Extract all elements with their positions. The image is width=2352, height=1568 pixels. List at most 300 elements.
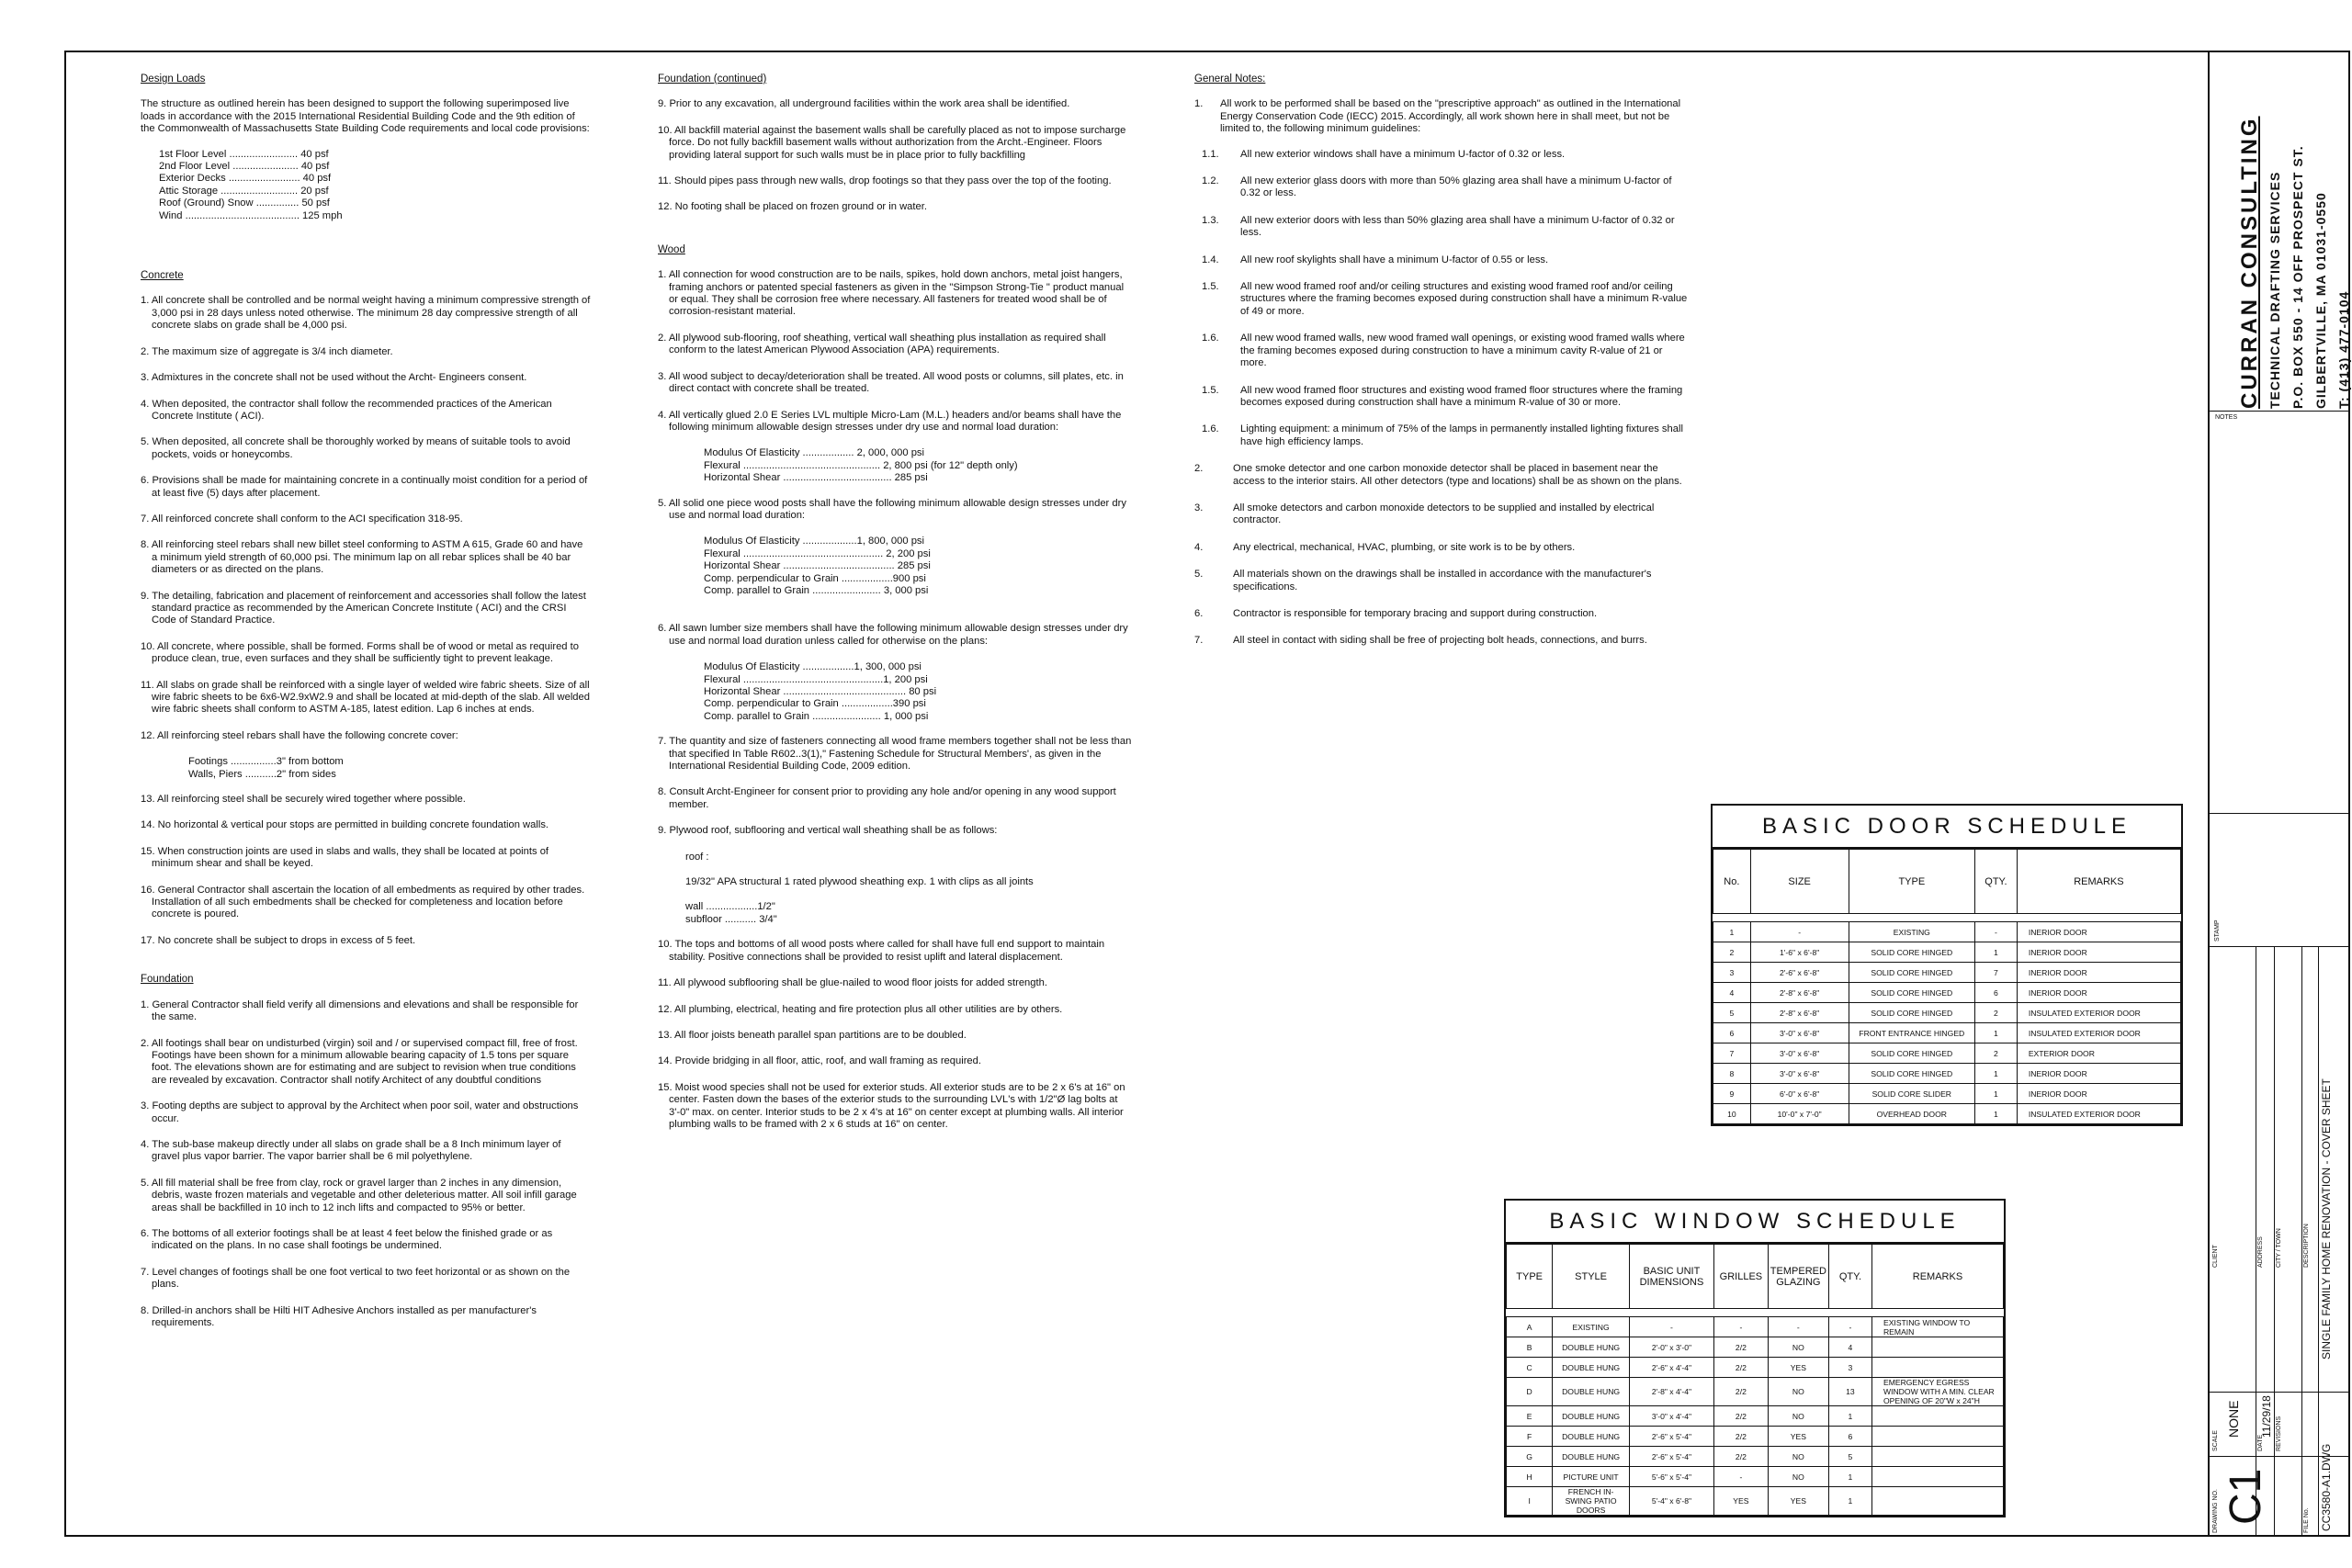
drawing-number: C1 [2222, 1468, 2270, 1525]
door-schedule-cell: 8 [1713, 1064, 1751, 1084]
door-schedule-row [1713, 1064, 2181, 1084]
window-schedule-cell: - [1768, 1317, 1828, 1337]
general-subnote-number: 1.5. [1202, 384, 1219, 396]
door-schedule-row [1713, 1023, 2181, 1043]
lvl-stresses-list [704, 447, 1136, 484]
design-loads-intro: The structure as outlined herein has been designed to support the following superimposed live loads in accordance with the 2015 International Residential Building Code and the 9th edition of the Commonwealth of Massachusetts State Building Code requirements and local code provisions: [141, 98, 590, 135]
door-schedule-row [1713, 1104, 2181, 1124]
general-subnote [1194, 215, 1690, 240]
general-note-text: Contractor is responsible for temporary bracing and support during construction. [1233, 607, 1598, 619]
sawn-stress-row: Comp. parallel to Grain ........................ 1, 000 psi [704, 710, 929, 722]
door-schedule-cell: 6 [1975, 983, 2018, 1003]
concrete-note: 5. When deposited, all concrete shall be thoroughly worked by means of suitable tools to avoid pockets, voids or honeycombs. [141, 436, 571, 460]
window-schedule-cell: NO [1768, 1406, 1828, 1427]
design-load-row: Roof (Ground) Snow ............... 50 psf [159, 197, 330, 209]
city-town-label: CITY / TOWN [2276, 1228, 2282, 1268]
window-schedule-table [1506, 1244, 2004, 1516]
window-schedule-cell: DOUBLE HUNG [1553, 1378, 1630, 1406]
general-subnote [1194, 175, 1690, 200]
window-schedule-cell: 2'-6" x 4'-4" [1629, 1358, 1713, 1378]
description-label: DESCRIPTION [2303, 1224, 2310, 1268]
general-subnote-text: All new exterior glass doors with more than 50% glazing area shall have a minimum U-factor of 0.32 or less. [1240, 175, 1672, 199]
concrete-note: 4. When deposited, the contractor shall follow the recommended practices of the American Concrete Institute ( ACI). [141, 398, 552, 422]
window-schedule-cell: 2'-8" x 4'-4" [1629, 1378, 1713, 1406]
window-schedule-cell: C [1507, 1358, 1553, 1378]
post-stress-row: Comp. parallel to Grain ........................ 3, 000 psi [704, 584, 929, 596]
window-schedule-cell: - [1629, 1317, 1713, 1337]
door-schedule-cell: 1 [1975, 1104, 2018, 1124]
wall-sheathing: wall ..................1/2" [685, 901, 775, 913]
door-schedule-cell: INSULATED EXTERIOR DOOR [2017, 1003, 2180, 1023]
door-schedule-row [1713, 1084, 2181, 1104]
general-note [1194, 635, 1690, 647]
door-schedule-row [1713, 942, 2181, 963]
door-schedule-cell: 2'-8" x 6'-8" [1750, 1003, 1849, 1023]
wood-note: 11. All plywood subflooring shall be glue-nailed to wood floor joists for added strength. [658, 977, 1047, 989]
window-schedule-column-header: STYLE [1553, 1245, 1630, 1309]
door-schedule-cell: 1 [1975, 1023, 2018, 1043]
window-schedule-cell [1871, 1467, 2003, 1487]
concrete-cover-row: Walls, Piers ...........2" from sides [188, 768, 336, 780]
door-schedule-cell: 1 [1975, 942, 2018, 963]
window-schedule-cell: FRENCH IN-SWING PATIO DOORS [1553, 1487, 1630, 1516]
concrete-note: 14. No horizontal & vertical pour stops are permitted in building concrete foundation walls. [141, 819, 549, 831]
roof-spec: 19/32" APA structural 1 rated plywood sheathing exp. 1 with clips as all joints [685, 876, 1034, 888]
general-subnote-text: All new exterior doors with less than 50% glazing area shall have a minimum U-factor of 0.32 or less. [1240, 214, 1675, 239]
window-schedule-row [1507, 1427, 2004, 1447]
file-number: CC3580-A1.DWG [2320, 1443, 2333, 1531]
wood-note: 10. The tops and bottoms of all wood posts where called for shall have full end support to maintain stability. Positive connections shall be provided to resist uplift and lateral displacement. [658, 939, 1105, 963]
window-schedule-title: BASIC WINDOW SCHEDULE [1506, 1201, 2004, 1244]
roof-label: roof : [685, 851, 709, 863]
drawing-no-label: DRAWING NO. [2212, 1489, 2219, 1533]
door-schedule-cell: - [1975, 922, 2018, 942]
door-schedule-cell: 2'-8" x 6'-8" [1750, 983, 1849, 1003]
door-schedule-cell: 6'-0" x 6'-8" [1750, 1084, 1849, 1104]
date-value: 11/29/18 [2260, 1395, 2273, 1438]
door-schedule-cell: INERIOR DOOR [2017, 1064, 2180, 1084]
window-schedule-cell: 2/2 [1714, 1378, 1769, 1406]
client-label: CLIENT [2212, 1245, 2219, 1268]
window-schedule-cell: YES [1714, 1487, 1769, 1516]
general-note [1194, 463, 1690, 488]
window-schedule-cell: 3'-0" x 4'-4" [1629, 1406, 1713, 1427]
door-schedule-cell: SOLID CORE HINGED [1849, 1064, 1974, 1084]
door-schedule-cell: 3 [1713, 963, 1751, 983]
window-schedule-cell: EXISTING [1553, 1317, 1630, 1337]
window-schedule-cell: DOUBLE HUNG [1553, 1358, 1630, 1378]
concrete-note: 1. All concrete shall be controlled and be normal weight having a minimum compressive strength of 3,000 psi in 28 days unless noted otherwise. The minimum 28 day compressive strength of all concrete slabs on grade shall be 4,000 psi. [141, 295, 591, 332]
title-block [2208, 51, 2350, 1537]
window-schedule-cell: 6 [1828, 1427, 1871, 1447]
general-subnote-number: 1.3. [1202, 214, 1219, 226]
window-schedule-cell: 3 [1828, 1358, 1871, 1378]
window-schedule-cell: 1 [1828, 1406, 1871, 1427]
door-schedule-cell: 1 [1713, 922, 1751, 942]
foundation-note: 9. Prior to any excavation, all underground facilities within the work area shall be identified. [658, 98, 1070, 110]
foundation-note: 3. Footing depths are subject to approval by the Architect when poor soil, water and obstructions occur. [141, 1100, 579, 1124]
general-subnote-text: Lighting equipment: a minimum of 75% of the lamps in permanently installed lighting fixtures shall have high efficiency lamps. [1240, 423, 1683, 447]
general-note [1194, 542, 1690, 554]
window-schedule-row [1507, 1317, 2004, 1337]
window-schedule-column-header: QTY. [1828, 1245, 1871, 1309]
window-schedule-cell: 5 [1828, 1447, 1871, 1467]
window-schedule-column-header: GRILLES [1714, 1245, 1769, 1309]
door-schedule-cell: 5 [1713, 1003, 1751, 1023]
stamp-label: STAMP [2214, 919, 2221, 942]
door-schedule-cell: 3'-0" x 6'-8" [1750, 1043, 1849, 1064]
window-schedule-spacer-row [1507, 1309, 2004, 1317]
window-schedule-cell: DOUBLE HUNG [1553, 1337, 1630, 1358]
foundation-note: 7. Level changes of footings shall be one foot vertical to two feet horizontal or as shown on the plans. [141, 1266, 571, 1291]
door-schedule-cell: 1 [1975, 1084, 2018, 1104]
wood-note: 7. The quantity and size of fasteners connecting all wood frame members together shall not be less than that specified In Table R602..3(1)," Fastening Schedule for Structural Members', as given in the International Residential Building Code, 2009 edition. [658, 736, 1132, 773]
general-subnote [1194, 281, 1690, 318]
lvl-stress-row: Modulus Of Elasticity .................. 2, 000, 000 psi [704, 447, 925, 459]
design-load-row: Attic Storage ........................... 20 psf [159, 185, 329, 197]
window-schedule-cell: 4 [1828, 1337, 1871, 1358]
date-label: DATE [2257, 1434, 2264, 1451]
window-schedule-cell: - [1828, 1317, 1871, 1337]
general-note-number: 2. [1194, 463, 1204, 475]
window-schedule-cell: 2/2 [1714, 1358, 1769, 1378]
window-schedule-cell [1871, 1337, 2003, 1358]
concrete-note: 10. All concrete, where possible, shall be formed. Forms shall be of wood or metal as required to produce clean, true, even surfaces and they shall be sufficiently tight to prevent leakage. [141, 640, 579, 665]
door-schedule-column-header: REMARKS [2017, 850, 2180, 914]
door-schedule-cell: 2 [1975, 1003, 2018, 1023]
sawn-stress-row: Comp. perpendicular to Grain ..................390 psi [704, 698, 926, 710]
window-schedule-cell: NO [1768, 1467, 1828, 1487]
window-schedule-column-header: BASIC UNIT DIMENSIONS [1629, 1245, 1713, 1309]
general-subnote-number: 1.1. [1202, 148, 1219, 160]
wood-note: 3. All wood subject to decay/deterioration shall be treated. All wood posts or columns, sill plates, etc. in direct contact with concrete shall be treated. [658, 370, 1124, 395]
window-schedule-cell: - [1714, 1467, 1769, 1487]
foundation-heading: Foundation [141, 974, 194, 986]
concrete-note: 6. Provisions shall be made for maintaining concrete in a continually moist condition for a period of at least five (5) days after placement. [141, 475, 588, 499]
scale-label: SCALE [2212, 1430, 2219, 1451]
door-schedule-cell: FRONT ENTRANCE HINGED [1849, 1023, 1974, 1043]
general-notes-heading: General Notes: [1194, 73, 1266, 85]
concrete-note: 12. All reinforcing steel rebars shall have the following concrete cover: [141, 729, 458, 741]
window-schedule-cell [1871, 1427, 2003, 1447]
concrete-note: 16. General Contractor shall ascertain the location of all embedments as required by other trades. Installation of all such embedments shall be checked for completeness and location before concrete is poured. [141, 884, 585, 920]
door-schedule-row [1713, 922, 2181, 942]
foundation-continued-notes [658, 98, 1136, 213]
window-schedule-row [1507, 1378, 2004, 1406]
window-schedule-row [1507, 1406, 2004, 1427]
general-subnote [1194, 149, 1690, 161]
general-note-number: 7. [1194, 635, 1204, 647]
post-stress-row: Comp. perpendicular to Grain ..................900 psi [704, 572, 926, 584]
general-note-number: 5. [1194, 569, 1204, 581]
lvl-stress-row: Flexural ................................................ 2, 800 psi (for 12" depth only) [704, 459, 1018, 471]
door-schedule-title: BASIC DOOR SCHEDULE [1713, 806, 2181, 849]
window-schedule-cell: 5'-4" x 6'-8" [1629, 1487, 1713, 1516]
window-schedule-column-header: REMARKS [1871, 1245, 2003, 1309]
foundation-notes [141, 999, 591, 1330]
door-schedule-cell: INSULATED EXTERIOR DOOR [2017, 1023, 2180, 1043]
wood-note: 1. All connection for wood construction are to be nails, spikes, hold down anchors, metal joist hangers, framing anchors or patented special fasteners as given in the "Simpson Strong-Tie " product manual or equal. They shall be corrosion free where necessary. All fasteners for treated wood shall be of corrosion-resistant material. [658, 269, 1125, 318]
general-notes-subitems [1194, 149, 1690, 449]
window-schedule-column-header: TYPE [1507, 1245, 1553, 1309]
door-schedule-row [1713, 963, 2181, 983]
window-schedule-cell: 1 [1828, 1487, 1871, 1516]
door-schedule-cell: SOLID CORE HINGED [1849, 1043, 1974, 1064]
door-schedule-cell: SOLID CORE HINGED [1849, 942, 1974, 963]
window-schedule [1504, 1199, 2006, 1517]
window-schedule-cell: D [1507, 1378, 1553, 1406]
door-schedule-cell: INERIOR DOOR [2017, 1084, 2180, 1104]
address-label: ADDRESS [2257, 1236, 2264, 1268]
general-subnote [1194, 333, 1690, 369]
door-schedule-cell: 6 [1713, 1023, 1751, 1043]
window-schedule-cell: 13 [1828, 1378, 1871, 1406]
door-schedule-cell: 2 [1713, 942, 1751, 963]
door-schedule-cell: 7 [1713, 1043, 1751, 1064]
wood-notes-c [658, 939, 1136, 1131]
design-loads-heading: Design Loads [141, 73, 206, 85]
company-subtitle: TECHNICAL DRAFTING SERVICES [2267, 171, 2282, 409]
general-note-number: 3. [1194, 502, 1204, 513]
door-schedule-cell: 9 [1713, 1084, 1751, 1104]
concrete-notes [141, 295, 591, 742]
wood-note: 2. All plywood sub-flooring, roof sheathing, vertical wall sheathing plus installation as required shall conform to the latest American Plywood Association (APA) requirements. [658, 332, 1106, 356]
foundation-note: 4. The sub-base makeup directly under all slabs on grade shall be a 8 Inch minimum layer of gravel plus vapor barrier. The vapor barrier shall be 6 mil polyethylene. [141, 1138, 561, 1163]
window-schedule-cell: YES [1768, 1358, 1828, 1378]
design-load-row: 2nd Floor Level ....................... 40 psf [159, 161, 330, 173]
lvl-stress-row: Horizontal Shear ...................................... 285 psi [704, 472, 928, 484]
sawn-stress-row: Modulus Of Elasticity ..................1, 300, 000 psi [704, 661, 922, 673]
window-schedule-cell: I [1507, 1487, 1553, 1516]
general-note-text: All materials shown on the drawings shall be installed in accordance with the manufacturer's specifications. [1233, 569, 1652, 592]
concrete-note: 8. All reinforcing steel rebars shall new billet steel conforming to ASTM A 615, Grade 60 and have a minimum yield strength of 60,000 psi. The minimum lap on all rebar splices shall be 40 bar diameters or as directed on the plans. [141, 539, 583, 576]
general-subnote-text: All new roof skylights shall have a minimum U-factor of 0.55 or less. [1240, 254, 1549, 265]
file-no-label: FILE No. [2303, 1507, 2310, 1533]
window-schedule-cell: EXISTING WINDOW TO REMAIN [1871, 1317, 2003, 1337]
wood-notes-a [658, 269, 1136, 434]
concrete-note: 3. Admixtures in the concrete shall not be used without the Archt- Engineers consent. [141, 372, 527, 384]
foundation-note: 10. All backfill material against the basement walls shall be carefully placed as not to impose surcharge force. Do not fully backfill basement walls without authorization from the Archt.-Engineer. Floors providing lateral support for such walls must be in place prior to fully backfilling [658, 124, 1126, 161]
door-schedule-column-header: SIZE [1750, 850, 1849, 914]
window-schedule-cell: NO [1768, 1378, 1828, 1406]
window-schedule-cell: 2/2 [1714, 1337, 1769, 1358]
wood-note: 8. Consult Archt-Engineer for consent prior to providing any hole and/or opening in any wood support member. [658, 786, 1116, 810]
subfloor-sheathing: subfloor ........... 3/4" [685, 913, 777, 925]
concrete-notes-continued [141, 794, 591, 947]
door-schedule-cell: INSULATED EXTERIOR DOOR [2017, 1104, 2180, 1124]
general-note-number: 4. [1194, 541, 1204, 553]
window-schedule-cell: 5'-6" x 5'-4" [1629, 1467, 1713, 1487]
tb-divider-3 [2301, 946, 2302, 1537]
post-stress-row: Modulus Of Elasticity ...................1, 800, 000 psi [704, 536, 925, 547]
wood-note: 12. All plumbing, electrical, heating and fire protection plus all other utilities are by others. [658, 1003, 1063, 1015]
window-schedule-cell: A [1507, 1317, 1553, 1337]
wood-notes-b [658, 736, 1136, 837]
general-notes-items [1194, 463, 1690, 648]
window-schedule-column-header: TEMPERED GLAZING [1768, 1245, 1828, 1309]
foundation-note: 11. Should pipes pass through new walls, drop footings so that they pass over the top of the footing. [658, 175, 1112, 187]
design-load-row: Exterior Decks ......................... 40 psf [159, 173, 332, 185]
door-schedule-row [1713, 983, 2181, 1003]
window-schedule-cell: NO [1768, 1337, 1828, 1358]
door-schedule-cell: 4 [1713, 983, 1751, 1003]
concrete-note: 15. When construction joints are used in slabs and walls, they shall be located at points of minimum shear and shall be keyed. [141, 845, 549, 870]
door-schedule [1711, 804, 2183, 1126]
door-schedule-cell: 7 [1975, 963, 2018, 983]
foundation-note: 12. No footing shall be placed on frozen ground or in water. [658, 201, 927, 213]
general-note-text: One smoke detector and one carbon monoxide detector shall be placed in basement near the access to the interior stairs. All other detectors (type and locations) shall be as shown on the plans. [1233, 463, 1682, 487]
post-stress-row: Horizontal Shear ....................................... 285 psi [704, 560, 931, 572]
concrete-cover-list [188, 756, 591, 781]
window-schedule-cell: G [1507, 1447, 1553, 1467]
window-schedule-row [1507, 1337, 2004, 1358]
door-schedule-cell: 1 [1975, 1064, 2018, 1084]
window-schedule-cell: B [1507, 1337, 1553, 1358]
door-schedule-cell: SOLID CORE HINGED [1849, 983, 1974, 1003]
general-note [1194, 608, 1690, 620]
posts-stresses-list [704, 536, 1136, 597]
sawn-stresses-list [704, 661, 1136, 723]
company-address-line2: GILBERTVILLE, MA 01031-0550 [2313, 192, 2328, 409]
concrete-cover-row: Footings ................3" from bottom [188, 756, 344, 768]
sawn-stress-row: Horizontal Shear ........................................... 80 psi [704, 686, 937, 697]
door-schedule-cell: EXISTING [1849, 922, 1974, 942]
concrete-note: 17. No concrete shall be subject to drops in excess of 5 feet. [141, 934, 416, 946]
concrete-note: 2. The maximum size of aggregate is 3/4 inch diameter. [141, 345, 393, 357]
door-schedule-cell: INERIOR DOOR [2017, 922, 2180, 942]
door-schedule-cell: 3'-0" x 6'-8" [1750, 1064, 1849, 1084]
foundation-note: 1. General Contractor shall field verify all dimensions and elevations and shall be responsible for the same. [141, 998, 579, 1023]
concrete-note: 9. The detailing, fabrication and placement of reinforcement and accessories shall follow the latest standard practice as recommended by the American Concrete Institute ( ACI) and the CRSI Code of Standard Practice. [141, 590, 586, 626]
wood-heading: Wood [658, 243, 685, 255]
door-schedule-cell: INERIOR DOOR [2017, 983, 2180, 1003]
general-note [1194, 502, 1690, 527]
general-note-text: All smoke detectors and carbon monoxide detectors to be supplied and installed by electrical contractor. [1233, 502, 1655, 526]
notes-label: NOTES [2215, 414, 2238, 421]
window-schedule-cell: E [1507, 1406, 1553, 1427]
door-schedule-cell: - [1750, 922, 1849, 942]
door-schedule-cell: INERIOR DOOR [2017, 942, 2180, 963]
window-schedule-cell: 2'-0" x 3'-0" [1629, 1337, 1713, 1358]
general-note-number: 6. [1194, 607, 1204, 619]
tb-divider-2 [2274, 946, 2275, 1537]
door-schedule-cell: 2'-6" x 6'-8" [1750, 963, 1849, 983]
general-subnote-number: 1.5. [1202, 281, 1219, 293]
foundation-note: 8. Drilled-in anchors shall be Hilti HIT Adhesive Anchors installed as per manufacturer's requirements. [141, 1304, 537, 1328]
concrete-note: 11. All slabs on grade shall be reinforced with a single layer of welded wire fabric sheets. Size of all wire fabric sheets to be 6x6-W2.9xW2.9 and shall be located at mid-depth of the slab. All welded wire fabric sheets shall conform to ASTM A-185, latest edition. Lap 6 inches at ends. [141, 679, 590, 716]
general-note-text: All steel in contact with siding shall be free of projecting bolt heads, connections, and burrs. [1233, 635, 1647, 647]
concrete-note: 7. All reinforced concrete shall conform to the ACI specification 318-95. [141, 513, 463, 525]
wood-note: 9. Plywood roof, subflooring and vertical wall sheathing shall be as follows: [658, 825, 998, 837]
door-schedule-cell: 2 [1975, 1043, 2018, 1064]
window-schedule-row [1507, 1358, 2004, 1378]
general-subnote [1194, 385, 1690, 410]
door-schedule-cell: SOLID CORE SLIDER [1849, 1084, 1974, 1104]
window-schedule-cell [1871, 1447, 2003, 1467]
door-schedule-cell: 10'-0" x 7'-0" [1750, 1104, 1849, 1124]
door-schedule-cell: INERIOR DOOR [2017, 963, 2180, 983]
general-subnote-number: 1.6. [1202, 333, 1219, 344]
window-schedule-cell: 2'-6" x 5'-4" [1629, 1447, 1713, 1467]
design-load-row: 1st Floor Level ........................ 40 psf [159, 148, 329, 160]
window-schedule-cell: H [1507, 1467, 1553, 1487]
door-schedule-spacer-row [1713, 914, 2181, 922]
scale-value: NONE [2226, 1400, 2241, 1438]
post-stress-row: Flexural ................................................. 2, 200 psi [704, 547, 931, 559]
general-subnote-number: 1.4. [1202, 254, 1219, 265]
general-subnote-number: 1.6. [1202, 423, 1219, 435]
general-subnote-number: 1.2. [1202, 175, 1219, 187]
concrete-note: 13. All reinforcing steel shall be securely wired together where possible. [141, 794, 466, 806]
drawing-description: SINGLE FAMILY HOME RENOVATION - COVER SHEET [2320, 1078, 2333, 1359]
design-loads-list [159, 149, 591, 222]
general-subnote [1194, 254, 1690, 266]
window-schedule-cell: DOUBLE HUNG [1553, 1406, 1630, 1427]
company-phone: T: (413) 477-0104 [2336, 290, 2351, 409]
foundation-note: 2. All footings shall bear on undisturbed (virgin) soil and / or supervised compact fill, free of frost. Footings have been shown for a minimum allowable bearing capacity of 1.5 tons per square foot. The elevations shown are for estimating and are subject to revision when true conditions are revealed by excavation. Contractor shall notify Architect of any doubtful conditions [141, 1037, 578, 1086]
tb-divider-4 [2318, 946, 2319, 1537]
column-design-loads-concrete-foundation [141, 73, 591, 1343]
general-note [1194, 569, 1690, 593]
column-general-notes [1194, 73, 1690, 662]
general-note-text: Any electrical, mechanical, HVAC, plumbing, or site work is to be by others. [1233, 541, 1576, 553]
window-schedule-cell: DOUBLE HUNG [1553, 1447, 1630, 1467]
window-schedule-cell: DOUBLE HUNG [1553, 1427, 1630, 1447]
design-load-row: Wind ........................................ 125 mph [159, 209, 343, 221]
window-schedule-cell: F [1507, 1427, 1553, 1447]
door-schedule-table [1713, 849, 2181, 1124]
window-schedule-cell: 2/2 [1714, 1427, 1769, 1447]
general-subnote-text: All new exterior windows shall have a minimum U-factor of 0.32 or less. [1240, 148, 1566, 160]
door-schedule-row [1713, 1043, 2181, 1064]
door-schedule-column-header: No. [1713, 850, 1751, 914]
door-schedule-cell: 10 [1713, 1104, 1751, 1124]
wood-note-5: 5. All solid one piece wood posts shall have the following minimum allowable design stresses under dry use and normal load duration: [658, 497, 1126, 521]
window-schedule-row [1507, 1447, 2004, 1467]
door-schedule-cell: SOLID CORE HINGED [1849, 1003, 1974, 1023]
foundation-continued-heading: Foundation (continued) [658, 73, 767, 85]
wood-note: 4. All vertically glued 2.0 E Series LVL multiple Micro-Lam (M.L.) headers and/or beams shall have the following minimum allowable design stresses under dry use and normal load duration: [658, 409, 1122, 433]
general-note-1: 1. All work to be performed shall be based on the "prescriptive approach" as outlined in the International Energy Conservation Code (IECC) 2015. Accordingly, all work shown here in shall meet, but not be limited to, the following minimum guidelines: [1194, 98, 1681, 135]
company-address-line1: P.O. BOX 550 - 14 OFF PROSPECT ST. [2290, 145, 2305, 409]
window-schedule-cell: YES [1768, 1427, 1828, 1447]
door-schedule-cell: 1'-6" x 6'-8" [1750, 942, 1849, 963]
window-schedule-cell [1871, 1487, 2003, 1516]
window-schedule-cell: 2/2 [1714, 1406, 1769, 1427]
window-schedule-row [1507, 1487, 2004, 1516]
wood-note: 14. Provide bridging in all floor, attic, roof, and wall framing as required. [658, 1055, 981, 1067]
window-schedule-cell: PICTURE UNIT [1553, 1467, 1630, 1487]
window-schedule-row [1507, 1467, 2004, 1487]
window-schedule-cell: YES [1768, 1487, 1828, 1516]
door-schedule-column-header: QTY. [1975, 850, 2018, 914]
window-schedule-cell [1871, 1358, 2003, 1378]
foundation-note: 5. All fill material shall be free from clay, rock or gravel larger than 2 inches in any dimension, debris, waste frozen materials and vegetable and other deleterious matter. All soil infill garage areas shall be backfilled in 10 inch to 12 inch lifts and compacted to 95% or better. [141, 1177, 577, 1213]
door-schedule-cell: 3'-0" x 6'-8" [1750, 1023, 1849, 1043]
general-subnote-text: All new wood framed roof and/or ceiling structures and existing wood framed roof and/or ceiling structures where the framing becomes exposed during construction shall have a minimum R-value of 49 or more. [1240, 281, 1688, 317]
revisions-label: REVISIONS [2276, 1416, 2282, 1451]
door-schedule-row [1713, 1003, 2181, 1023]
window-schedule-cell: EMERGENCY EGRESS WINDOW WITH A MIN. CLEAR OPENING OF 20"W x 24"H [1871, 1378, 2003, 1406]
window-schedule-cell [1871, 1406, 2003, 1427]
sawn-stress-row: Flexural .................................................1, 200 psi [704, 673, 928, 685]
window-schedule-cell: NO [1768, 1447, 1828, 1467]
door-schedule-cell: OVERHEAD DOOR [1849, 1104, 1974, 1124]
window-schedule-cell: 2'-6" x 5'-4" [1629, 1427, 1713, 1447]
window-schedule-cell: - [1714, 1317, 1769, 1337]
general-subnote-text: All new wood framed walls, new wood framed wall openings, or existing wood framed walls where the framing becomes exposed during construction to have a minimum cavity R-value of 21 or more. [1240, 333, 1685, 369]
door-schedule-column-header: TYPE [1849, 850, 1974, 914]
